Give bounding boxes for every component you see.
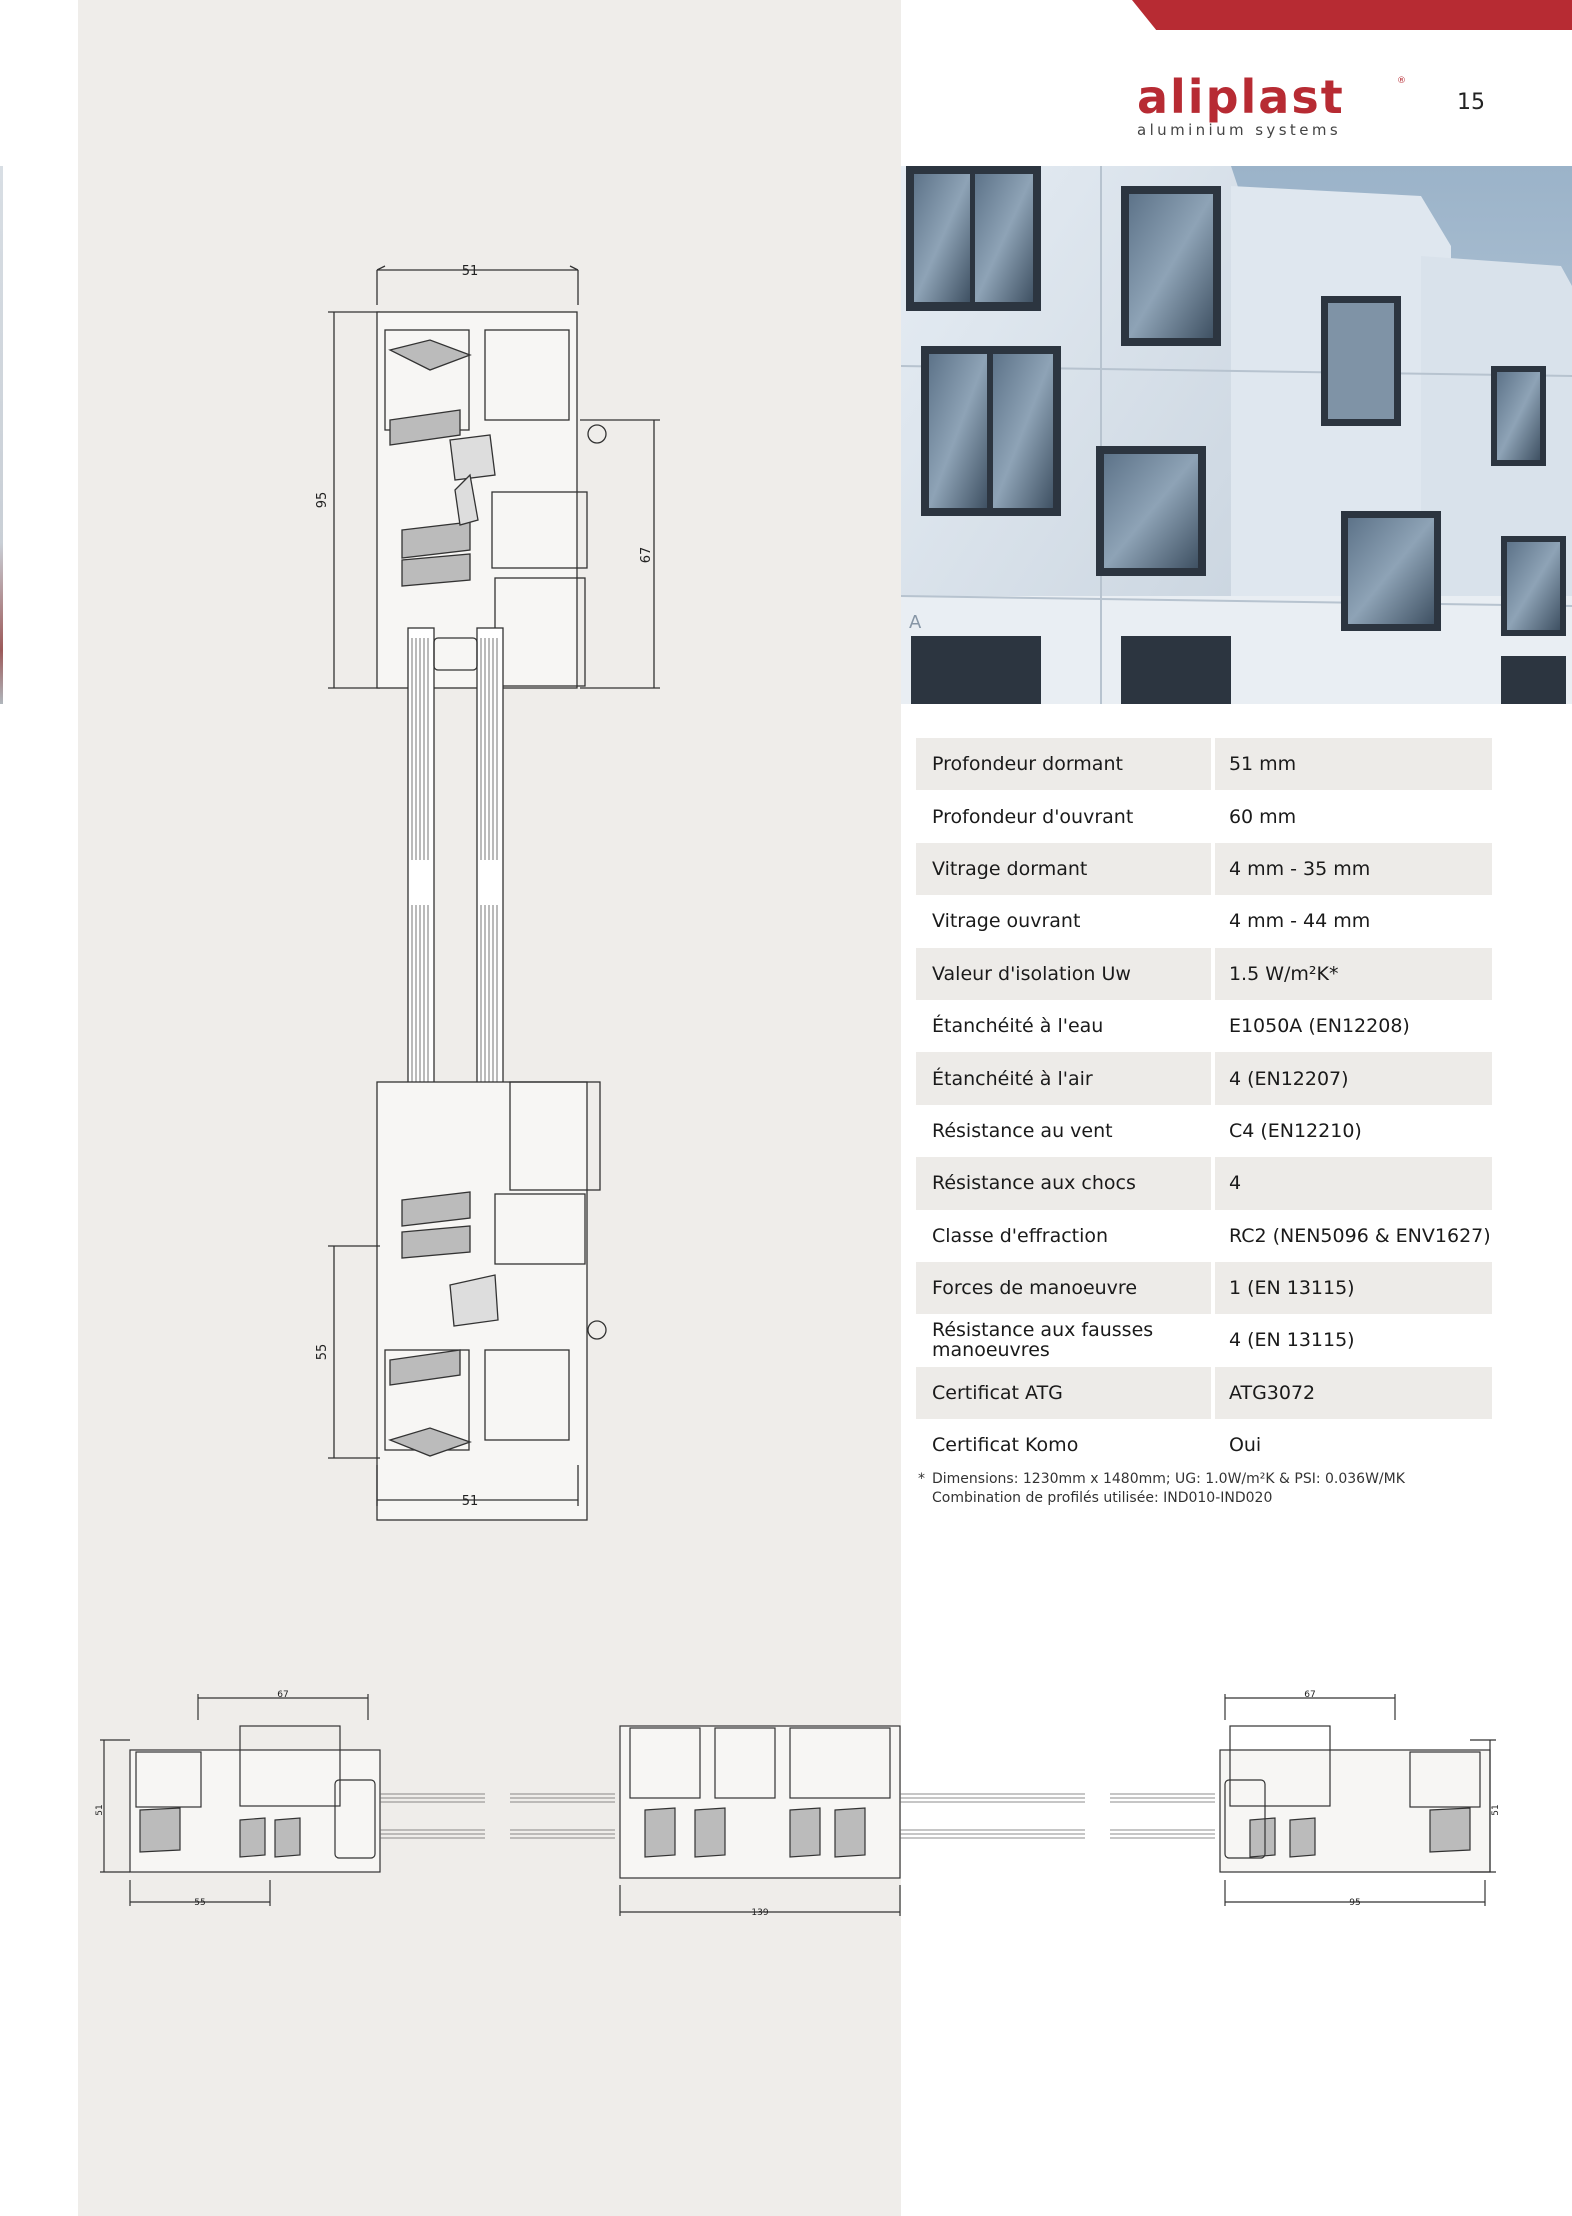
footnote <box>918 1470 1518 1508</box>
table-row <box>916 895 1492 947</box>
spec-label: Profondeur d'ouvrant <box>932 805 1134 828</box>
svg-text:A: A <box>909 612 922 633</box>
table-row <box>916 1419 1492 1471</box>
table-row <box>916 948 1492 1000</box>
footnote-asterisk: * <box>918 1471 925 1487</box>
spec-value: RC2 (NEN5096 & ENV1627) <box>1228 1224 1491 1247</box>
specifications-table <box>916 738 1492 1471</box>
spec-value: 4 mm - 44 mm <box>1228 910 1371 933</box>
spec-label: Vitrage ouvrant <box>932 910 1081 933</box>
dimension-label: 67 <box>639 546 654 564</box>
building-photo-illustration <box>901 166 1572 704</box>
table-row <box>916 738 1492 790</box>
dimension-label: 55 <box>194 1898 206 1908</box>
spec-value: 1.5 W/m²K* <box>1215 948 1492 1000</box>
dimension-label: 67 <box>277 1690 289 1700</box>
horizontal-section-drawing <box>90 1690 1520 1920</box>
logo-tagline: aluminium systems <box>1137 121 1342 139</box>
spec-label: Résistance aux chocs <box>916 1157 1211 1209</box>
footnote-line-profiles: Combination de profilés utilisée: IND010-IND020 <box>932 1490 1273 1506</box>
dimension-label: 51 <box>461 1494 479 1509</box>
dimension-label: 55 <box>315 1343 330 1361</box>
table-row <box>916 1367 1492 1419</box>
spec-label: Valeur d'isolation Uw <box>916 948 1211 1000</box>
logo-registered-mark: ® <box>1397 76 1406 86</box>
dimension-label: 51 <box>461 264 479 279</box>
table-row <box>916 1262 1492 1314</box>
dimension-label: 95 <box>315 491 330 509</box>
dimension-label: 51 <box>1491 1804 1501 1816</box>
page-number: 15 <box>1457 90 1485 115</box>
dimension-label: 95 <box>1349 1898 1361 1908</box>
spec-value: C4 (EN12210) <box>1228 1119 1362 1142</box>
spec-label: Certificat ATG <box>916 1367 1211 1419</box>
table-row <box>916 1210 1492 1262</box>
table-row <box>916 1000 1492 1052</box>
spec-label: Vitrage dormant <box>916 843 1211 895</box>
spec-label: Forces de manoeuvre <box>916 1262 1211 1314</box>
building-photo <box>901 166 1572 704</box>
spec-value: E1050A (EN12208) <box>1228 1015 1410 1038</box>
spec-value: 4 mm - 35 mm <box>1215 843 1492 895</box>
table-row <box>916 790 1492 842</box>
spec-value: 60 mm <box>1228 805 1297 828</box>
vertical-section-drawing <box>315 260 654 1520</box>
spec-label: Profondeur dormant <box>916 738 1211 790</box>
spec-value: 1 (EN 13115) <box>1215 1262 1492 1314</box>
spec-label: Étanchéité à l'air <box>916 1052 1211 1104</box>
spec-label: Certificat Komo <box>932 1434 1079 1457</box>
table-row <box>916 1157 1492 1209</box>
dimension-label: 67 <box>1304 1690 1316 1700</box>
spec-value: 51 mm <box>1215 738 1492 790</box>
spec-label: Résistance aux fausses manoeuvres <box>932 1319 1154 1362</box>
adjacent-page-edge <box>0 166 3 704</box>
spec-value: 4 (EN12207) <box>1215 1052 1492 1104</box>
spec-value: 4 <box>1215 1157 1492 1209</box>
table-row <box>916 1314 1492 1366</box>
table-row <box>916 1052 1492 1104</box>
spec-label: Résistance au vent <box>932 1119 1113 1142</box>
aliplast-logo <box>1137 70 1406 139</box>
spec-label: Classe d'effraction <box>932 1224 1109 1247</box>
dimension-label: 139 <box>751 1908 769 1918</box>
dimension-label: 51 <box>95 1804 105 1816</box>
spec-label: Étanchéité à l'eau <box>932 1015 1104 1038</box>
spec-value: 4 (EN 13115) <box>1228 1329 1355 1352</box>
logo-wordmark: aliplast <box>1137 70 1345 124</box>
header-red-tab <box>1132 0 1572 30</box>
spec-value: Oui <box>1228 1434 1262 1457</box>
footnote-line-dimensions: Dimensions: 1230mm x 1480mm; UG: 1.0W/m²K & PSI: 0.036W/MK <box>932 1471 1405 1487</box>
table-row <box>916 1105 1492 1157</box>
table-row <box>916 843 1492 895</box>
spec-value: ATG3072 <box>1215 1367 1492 1419</box>
